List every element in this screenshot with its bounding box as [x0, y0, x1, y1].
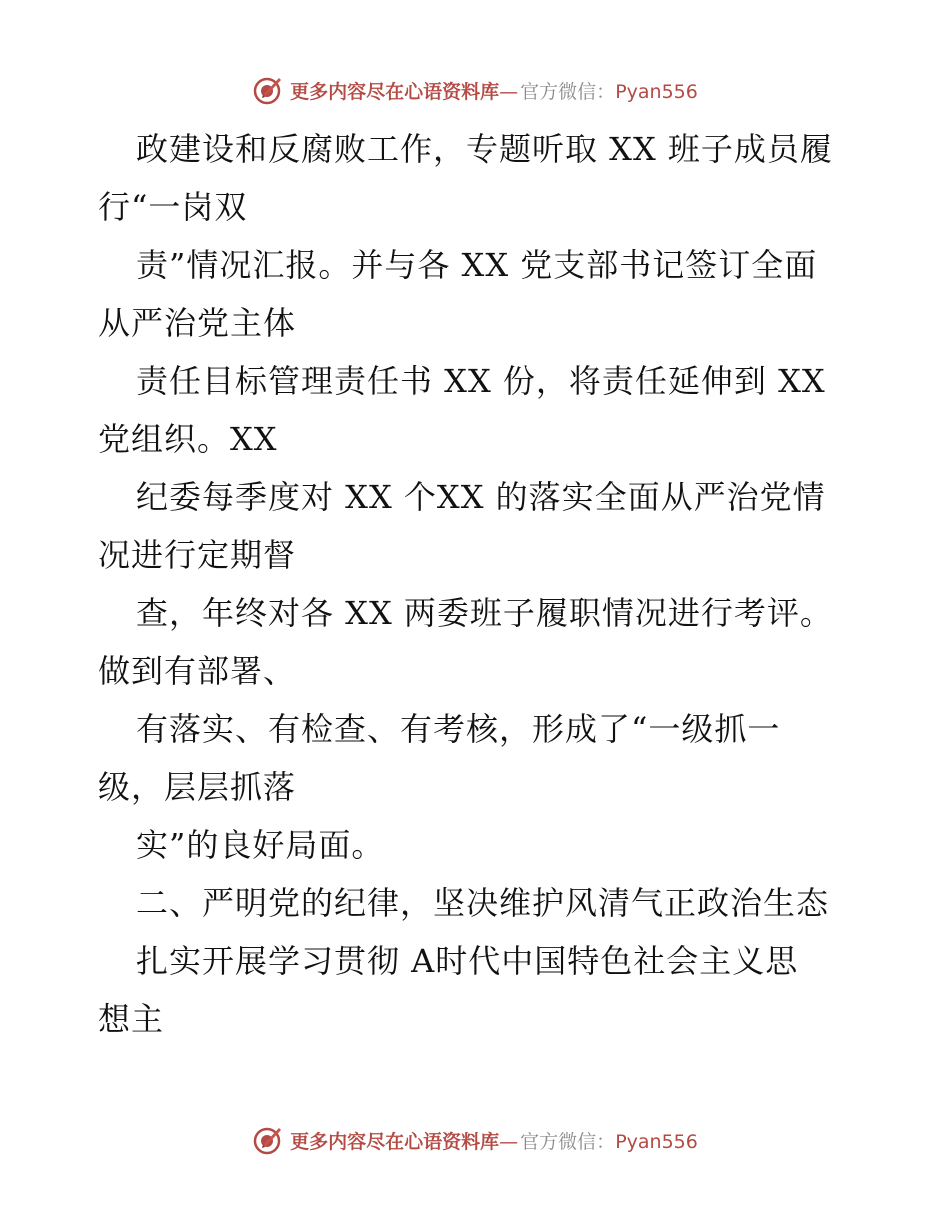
- header-banner: [0, 70, 950, 110]
- banner-separator: —: [499, 80, 519, 103]
- text-line: 查，年终对各 XX 两委班子履职情况进行考评。: [136, 594, 833, 632]
- text-line: 扎实开展学习贯彻 A时代中国特色社会主义思: [136, 942, 799, 980]
- text-line: 责任目标管理责任书 XX 份，将责任延伸到 XX: [136, 362, 826, 400]
- banner-wechat-label: 官方微信：: [520, 1130, 616, 1153]
- banner-brand: 更多内容尽在心语资料库: [290, 1130, 500, 1153]
- text-line: 纪委每季度对 XX 个XX 的落实全面从严治党情: [136, 478, 826, 516]
- document-body: [98, 120, 868, 1048]
- text-line: 级，层层抓落: [98, 768, 297, 806]
- text-line: 责”情况汇报。并与各 XX 党支部书记签订全面: [136, 246, 818, 284]
- banner-wechat-id: Pyan556: [615, 80, 698, 103]
- text-line: 党组织。XX: [98, 420, 278, 458]
- text-line: 有落实、有检查、有考核，形成了“一级抓一: [136, 710, 781, 748]
- footer-banner: [0, 1120, 950, 1160]
- text-line: 想主: [98, 1000, 165, 1038]
- text-line: 做到有部署、: [98, 652, 297, 690]
- banner-separator: —: [499, 1130, 519, 1153]
- banner-wechat-id: Pyan556: [615, 1130, 698, 1153]
- text-line: 况进行定期督: [98, 536, 297, 574]
- pen-logo-icon: [252, 1124, 284, 1156]
- text-line: 政建设和反腐败工作，专题听取 XX 班子成员履: [136, 130, 833, 168]
- text-line: 实”的良好局面。: [136, 826, 385, 864]
- text-line: 行“一岗双: [98, 188, 248, 226]
- banner-wechat-label: 官方微信：: [520, 80, 616, 103]
- pen-logo-icon: [252, 74, 284, 106]
- text-line: 从严治党主体: [98, 304, 297, 342]
- text-line: 二、严明党的纪律，坚决维护风清气正政治生态: [136, 884, 830, 922]
- banner-brand: 更多内容尽在心语资料库: [290, 80, 500, 103]
